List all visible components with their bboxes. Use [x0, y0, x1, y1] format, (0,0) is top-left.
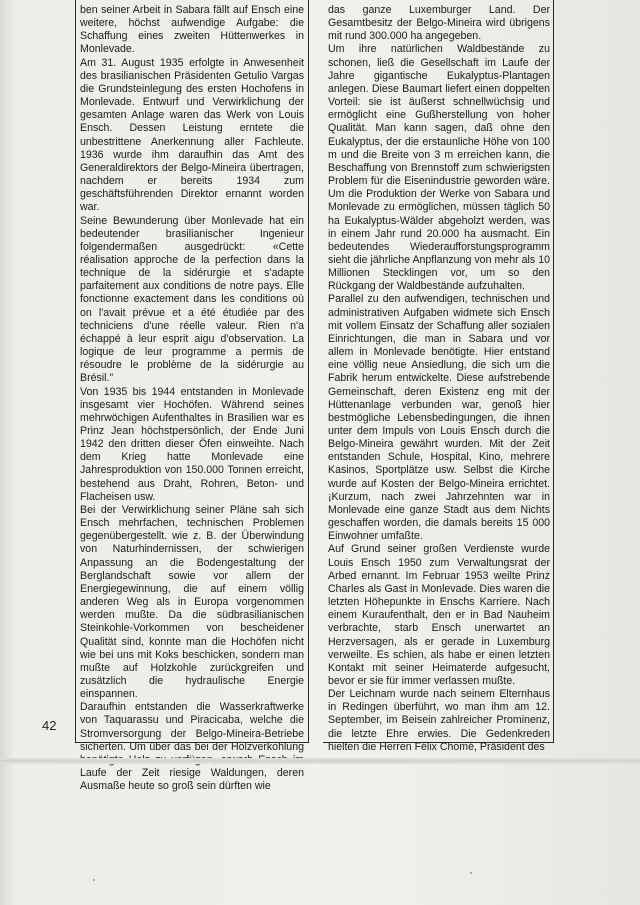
- paragraph: Seine Bewunderung über Monlevade hat ein bedeutender brasilianischer Ingenieur folgendermaßen ausgedrückt: «Cette réalisation approche de la perfection dans la technique de la sidérurgie et s'adapte parfaitement aux conditions de notre pays. Elle fonctionne exactement dans les conditions où on l'avait prévue et a été étudiée par des techniciens d'une réelle valeur. Rien n'a échappé à leur esprit aigu d'observation. La logique de leur programme a permis de résoudre le problème de la sidérurgie au Brésil.": [80, 214, 304, 385]
- paragraph: Am 31. August 1935 erfolgte in Anwesenheit des brasilianischen Präsidenten Getulio Vargas die Grundsteinlegung des ersten Hochofens in Monlevade. Entwurf und Verwirklichung der gesamten Anlage waren das Werk von Louis Ensch. Dessen Leistung erntete die unbestrittene Anerkennung aller Fachleute. 1936 wurde ihm daraufhin das Amt des Generaldirektors der Belgo-Mineira übertragen, nachdem er bereits 1934 zum geschäftsführenden Direktor ernannt worden war.: [80, 56, 304, 214]
- paragraph: Daraufhin entstanden die Wasserkraftwerke von Taquarassu und Piracicaba, welche die Stromversorgung der Belgo-Mineira-Betriebe sicherten. Um über das bei der Holzverkohlung Laufe der Zeit riesige Waldungen, deren Ausmaße heute so groß sein dürften wie: [80, 701, 304, 793]
- left-column: [80, 4, 304, 793]
- paragraph: Der Leichnam wurde nach seinem Elternhaus in Redingen überführt, wo man ihm am 12. September, im Beisein zahlreicher Prominenz, die letzte Ehre erwies. Die Gedenkreden hielten die Herren Félix Chomé, Präsident des: [328, 688, 550, 753]
- page-fold: [0, 758, 640, 764]
- right-column: [328, 4, 550, 753]
- paragraph: Parallel zu den aufwendigen, technischen und administrativen Aufgaben widmete sich Ensch mit vollem Einsatz der Schaffung aller sozialen Einrichtungen, die man in Sabara und vor allem in Monlevade benötigte. Hier entstand eine völlig neue Ansiedlung, die sich um die Fabrik herum entwickelte. Diese aufstrebende Gemeinschaft, deren Existenz eng mit der Hüttenanlage verbunden war, genoß hier bestmögliche Lebensbedingungen, die ihnen unter dem Impuls von Louis Ensch durch die Belgo-Mineira gewährt wurden. Mit der Zeit entstanden Schule, Hospital, Kino, mehrere Kasinos, Sportplätze usw. Selbst die Kirche wurde auf Kosten der Belgo-Mineira errichtet. ¡Kurzum, nach zwei Jahrzehnten war in Monlevade eine ganze Stadt aus dem Nichts geschaffen worden, die damals bereits 15 000 Einwohner umfaßte.: [328, 293, 550, 543]
- paragraph: das ganze Luxemburger Land. Der Gesamtbesitz der Belgo-Mineira wird übrigens mit rund 300.000 ha angegeben.: [328, 4, 550, 43]
- page-number: 42: [42, 718, 57, 733]
- paragraph: Auf Grund seiner großen Verdienste wurde Louis Ensch 1950 zum Verwaltungsrat der Arbed ernannt. Im Februar 1953 weilte Prinz Charles als Gast in Monlevade. Dies waren die letzten Höhepunkte in Enschs Karriere. Nach einem Kuraufenthalt, den er in Bad Nauheim verbrachte, starb Ensch unerwartet an Herzversagen, als er gerade in Luxemburg verweilte. Es schien, als habe er einen letzten Kontakt mit seiner Heimaterde aufgesucht, bevor er sie für immer verlassen mußte.: [328, 543, 550, 687]
- paragraph: Bei der Verwirklichung seiner Pläne sah sich Ensch mehrfachen, technischen Problemen gegenübergestellt. wie z. B. der Überwindung von Naturhindernissen, der schwierigen Anpassung an die Bodengestaltung der Berglandschaft sowie vor allem der Energiegewinnung, die auf einem völlig anderen Weg als in Europa vorgenommen werden mußte. Da die südbrasilianischen Steinkohle-Vorkommen von bescheidener Qualität sind, konnte man die Hochöfen nicht wie bei uns mit Koks beschicken, sondern man mußte auf Holzkohle zurückgreifen und zusätzlich die hydraulische Energie einspannen.: [80, 503, 304, 701]
- paragraph: ben seiner Arbeit in Sabara fällt auf Ensch eine weitere, höchst aufwendige Aufgabe: die Schaffung eines zweiten Hüttenwerkes in Monlevade.: [80, 4, 304, 56]
- paragraph: Von 1935 bis 1944 entstanden in Monlevade insgesamt vier Hochöfen. Während seines mehrwöchigen Aufenthaltes in Brasilien war es Prinz Jean höchstpersönlich, der Ende Juni 1942 den dritten dieser Öfen einweihte. Nach dem Krieg hatte Monlevade eine Jahresproduktion von 150.000 Tonnen erreicht, bestehend aus Draht, Rohren, Beton- und Flacheisen usw.: [80, 385, 304, 503]
- paragraph: Um ihre natürlichen Waldbestände zu schonen, ließ die Gesellschaft im Laufe der Jahre gigantische Eukalyptus-Plantagen anlegen. Diese Baumart liefert einen doppelten Vorteil: sie ist äußerst schnellwüchsig und ermöglicht eine Gußherstellung von hoher Qualität. Man kann sagen, daß ohne den Eukalyptus, der die erstaunliche Höhe von 100 m und die Breite von 3 m erreichen kann, die Beschaffung von Brennstoff zum schwierigsten Problem für die Eisenindustrie geworden wäre. Um die Produktion der Werke von Sabara und Monlevade zu ermöglichen, müssen täglich 50 ha Eukalyptus-Wälder abgeholzt werden, was in einem Jahr rund 20.000 ha ausmacht. Ein bedeutendes Wiederaufforstungsprogramm sieht die jährliche Anpflanzung von mehr als 10 Millionen Stecklingen vor, um so den Rückgang der Waldbestände aufzuhalten.: [328, 43, 550, 293]
- paper-speck: [470, 872, 472, 874]
- paper-speck: [93, 879, 95, 881]
